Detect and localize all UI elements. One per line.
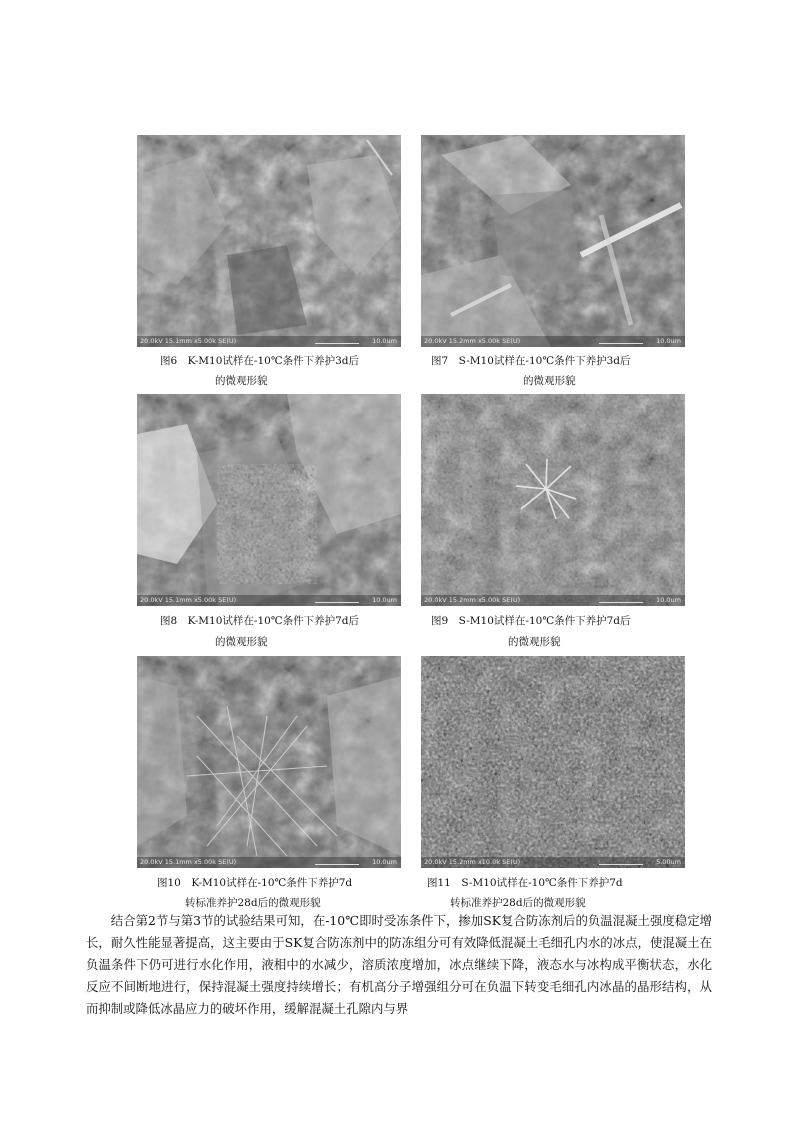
sem-info-bar (137, 595, 401, 606)
sem-image-fig10 (137, 656, 401, 868)
sem-image-fig6 (137, 135, 401, 347)
scale-label: 10.0um (372, 337, 397, 345)
scale-bar (315, 338, 359, 344)
caption-fig9-line2: 的微观形貌 (508, 636, 561, 648)
sem-image-fig7 (421, 135, 685, 347)
caption-fig7-line1: 图7 S-M10试样在-10℃条件下养护3d后 (431, 355, 631, 367)
scale-label: 10.0um (656, 596, 681, 604)
caption-fig10-line1: 图10 K-M10试样在-10℃条件下养护7d (157, 877, 353, 889)
scale-bar (315, 859, 359, 865)
scale-bar (599, 597, 643, 603)
sem-info-text: 20.0kV 15.1mm x5.00k SE(U) (140, 858, 237, 866)
scale-bar (599, 859, 643, 865)
scale-bar (315, 597, 359, 603)
sem-info-bar (137, 857, 401, 868)
sem-image-fig11 (421, 656, 685, 868)
caption-fig9-line1: 图9 S-M10试样在-10℃条件下养护7d后 (431, 615, 631, 627)
sem-texture-fig7 (421, 135, 685, 347)
body-paragraph: 结合第2节与第3节的试验结果可知，在-10℃即时受冻条件下，掺加SK复合防冻剂后的负温混凝土强度稳定增长，耐久性能显著提高，这主要由于SK复合防冻剂中的防冻组分可有效降低混凝土毛细孔内水的冰点，使混凝土在负温条件下仍可进行水化作用，液相中的水减少，溶质浓度增加，冰点继续下降，液态水与冰构成平衡状态，水化反应不间断地进行，保持混凝土强度持续增长；有机高分子增强组分可在负温下转变毛细孔内冰晶的晶形结构，从而抑制或降低冰晶应力的破坏作用，缓解混凝土孔隙内与界 (86, 913, 712, 1016)
caption-fig7-line2: 的微观形貌 (523, 375, 576, 387)
scale-bar (599, 338, 643, 344)
caption-fig6-line2: 的微观形貌 (215, 375, 268, 387)
sem-texture-fig8 (137, 394, 401, 606)
scale-label: 10.0um (372, 858, 397, 866)
sem-texture-fig10 (137, 656, 401, 868)
scale-label: 5.00um (656, 858, 681, 866)
sem-texture-fig9 (421, 394, 685, 606)
sem-info-text: 20.0kV 15.1mm x5.00k SE(U) (140, 596, 237, 604)
caption-fig8-line1: 图8 K-M10试样在-10℃条件下养护7d后 (160, 615, 359, 627)
sem-info-text: 20.0kV 15.2mm x5.00k SE(U) (424, 337, 521, 345)
sem-texture-fig6 (137, 135, 401, 347)
scale-label: 10.0um (656, 337, 681, 345)
caption-fig11-line1: 图11 S-M10试样在-10℃条件下养护7d (427, 877, 623, 889)
sem-info-bar (421, 857, 685, 868)
sem-info-bar (137, 336, 401, 347)
sem-info-bar (421, 595, 685, 606)
body-text (86, 910, 712, 1020)
sem-image-fig9 (421, 394, 685, 606)
sem-texture-fig11 (421, 656, 685, 868)
sem-image-fig8 (137, 394, 401, 606)
sem-info-text: 20.0kV 15.2mm x5.00k SE(U) (424, 596, 521, 604)
sem-info-text: 20.0kV 15.2mm x10.0k SE(U) (424, 858, 521, 866)
scale-label: 10.0um (372, 596, 397, 604)
caption-fig6-line1: 图6 K-M10试样在-10℃条件下养护3d后 (160, 355, 359, 367)
caption-fig11-line2: 转标准养护28d后的微观形貌 (450, 897, 586, 909)
caption-fig8-line2: 的微观形貌 (215, 636, 268, 648)
caption-fig10-line2: 转标准养护28d后的微观形貌 (185, 897, 321, 909)
sem-info-text: 20.0kV 15.1mm x5.00k SE(U) (140, 337, 237, 345)
sem-info-bar (421, 336, 685, 347)
